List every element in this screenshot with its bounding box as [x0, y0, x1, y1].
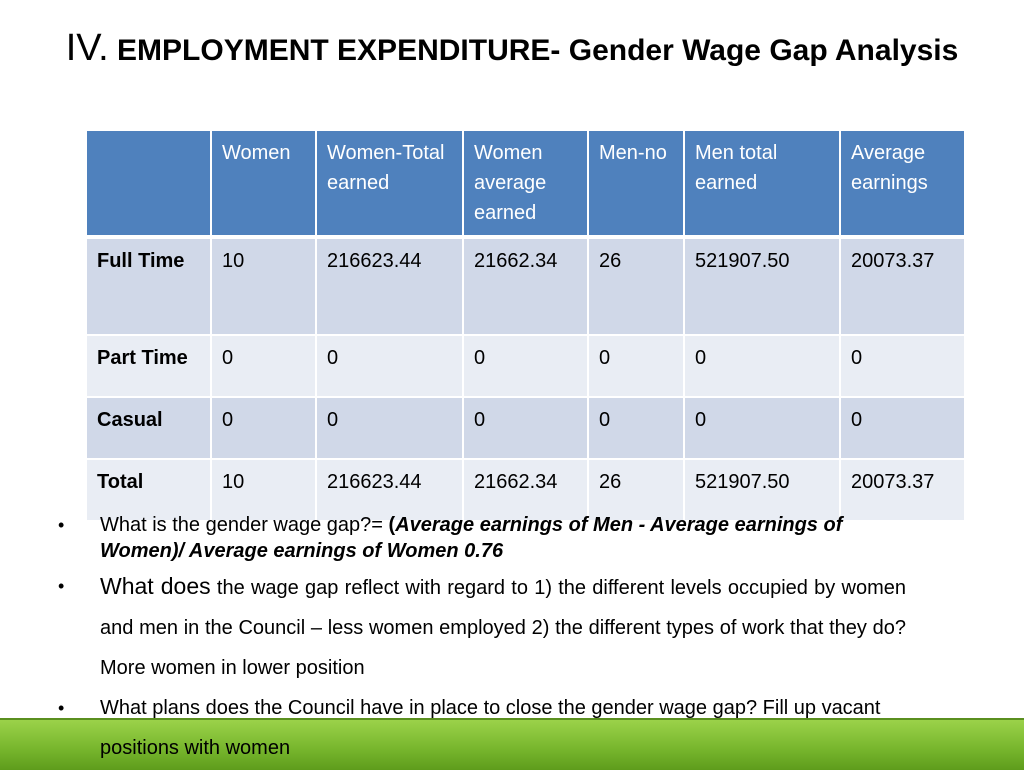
bullet-question: What is the gender wage gap?= [100, 514, 389, 536]
table-cell: 20073.37 [840, 459, 965, 521]
table-cell: 0 [588, 335, 684, 397]
header-cell-women-average-earned: Women average earned [463, 130, 588, 237]
slide-title [40, 20, 984, 79]
table-cell: 0 [463, 335, 588, 397]
table-cell: 521907.50 [684, 237, 840, 335]
table-row [86, 237, 965, 335]
row-label: Full Time [86, 237, 211, 335]
row-label: Part Time [86, 335, 211, 397]
bullet-text: the wage gap reflect with regard to 1) the different levels occupied by women and men in the Council – less women employed 2) the different types of work that they do? More women in lower position [100, 577, 907, 679]
table-cell: 216623.44 [316, 459, 463, 521]
table-header-row [86, 130, 965, 237]
header-cell-men-no: Men-no [588, 130, 684, 237]
bullet-text: What plans does the Council have in place to close the gender wage gap? Fill up vacant positions with women [100, 697, 881, 759]
header-cell-average-earnings: Average earnings [840, 130, 965, 237]
formula-open-paren: ( [388, 514, 396, 536]
table-cell: 21662.34 [463, 237, 588, 335]
table-cell: 0 [840, 397, 965, 459]
table-cell: 0 [316, 397, 463, 459]
row-label: Total [86, 459, 211, 521]
table-cell: 0 [211, 335, 316, 397]
table-cell: 0 [588, 397, 684, 459]
table-cell: 21662.34 [463, 459, 588, 521]
bullet-list [56, 512, 906, 768]
header-cell-empty [86, 130, 211, 237]
row-label: Casual [86, 397, 211, 459]
bullet-wage-gap-reflection [56, 566, 906, 688]
bullet-wage-gap-definition [56, 512, 906, 564]
header-cell-men-total-earned: Men total earned [684, 130, 840, 237]
table-cell: 26 [588, 459, 684, 521]
bullet-council-plans [56, 688, 906, 768]
table-cell: 0 [316, 335, 463, 397]
table-cell: 10 [211, 237, 316, 335]
table-cell: 216623.44 [316, 237, 463, 335]
table-cell: 0 [463, 397, 588, 459]
bullet-lead: What does [100, 573, 211, 599]
table-cell: 26 [588, 237, 684, 335]
bullet-icon: • [58, 515, 65, 535]
bullet-icon: • [58, 698, 65, 718]
table-row [86, 335, 965, 397]
table-cell: 0 [684, 397, 840, 459]
table-cell: 0 [840, 335, 965, 397]
table-cell: 0 [211, 397, 316, 459]
wage-gap-formula: Average earnings of Men - Average earnings of Women)/ Average earnings of Women 0.76 [100, 514, 843, 562]
table-cell: 0 [684, 335, 840, 397]
bullet-icon: • [58, 576, 65, 596]
title-text: EMPLOYMENT EXPENDITURE- Gender Wage Gap Analysis [117, 34, 959, 67]
table-cell: 10 [211, 459, 316, 521]
title-number: IV. [65, 27, 109, 69]
table-row [86, 397, 965, 459]
header-cell-women: Women [211, 130, 316, 237]
wage-gap-table [85, 129, 966, 522]
table-cell: 521907.50 [684, 459, 840, 521]
table-cell: 20073.37 [840, 237, 965, 335]
header-cell-women-total-earned: Women-Total earned [316, 130, 463, 237]
